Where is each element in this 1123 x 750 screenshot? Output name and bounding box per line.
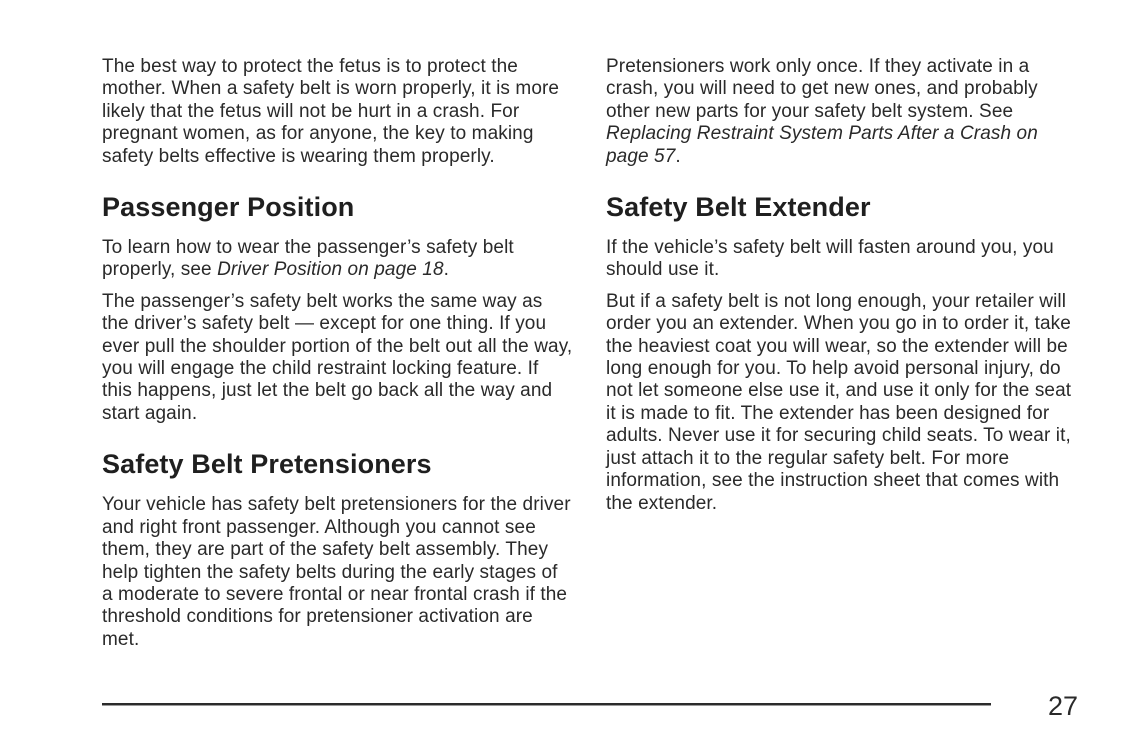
cross-reference: Replacing Restraint System Parts After a Crash on page 57 <box>606 123 1038 167</box>
text-run: The passenger’s safety belt works the same way as the driver’s safety belt — except for one thing. If you ever pull the shoulder portion of the belt out all the way, you will engage the child restraint locking feature. If this happens, just let the belt go back all the way and start again. <box>102 290 573 424</box>
text-run: If the vehicle’s safety belt will fasten around you, you should use it. <box>606 237 1054 281</box>
page-number: 27 <box>1048 691 1079 721</box>
text-run: But if a safety belt is not long enough, your retailer will order you an extender. When you go in to order it, take the heaviest coat you will wear, so the extender will be long enough for you. To help avoid personal injury, do not let someone else use it, and use it only for the seat it is made to fit. The extender has been designed for adults. Never use it for securing child seats. To wear it, just attach it to the regular safety belt. For more information, see the instruction sheet that comes with the extender. <box>606 290 1072 514</box>
paragraph <box>102 291 573 425</box>
cross-reference: Driver Position on page 18 <box>217 259 444 281</box>
paragraph <box>102 56 573 168</box>
paragraph <box>606 291 1077 515</box>
paragraph <box>102 237 573 282</box>
text-run: Your vehicle has safety belt pretensioners for the driver and right front passenger. Although you cannot see them, they are part of the safety belt assembly. They help tighten the safety belts during the early stages of a moderate to severe frontal or near frontal crash if the threshold conditions for pretensioner activation are met. <box>102 494 571 650</box>
section-heading: Passenger Position <box>102 192 355 223</box>
text-run: To learn how to wear the passenger’s safety belt properly, see <box>102 237 514 281</box>
paragraph <box>102 494 573 651</box>
footer-rule <box>102 703 991 706</box>
text-run: . <box>675 145 681 167</box>
right-column <box>606 56 1077 660</box>
text-run: The best way to protect the fetus is to protect the mother. When a safety belt is worn properly, it is more likely that the fetus will not be hurt in a crash. For pregnant women, as for anyone, the key to making safety belts effective is wearing them properly. <box>102 56 560 167</box>
paragraph <box>606 56 1077 168</box>
section-heading: Safety Belt Pretensioners <box>102 449 432 480</box>
section-heading: Safety Belt Extender <box>606 192 871 223</box>
paragraph <box>606 237 1077 282</box>
text-run: Pretensioners work only once. If they activate in a crash, you will need to get new ones, and probably other new parts for your safety belt system. See <box>606 56 1038 122</box>
text-run: . <box>443 259 450 281</box>
left-column <box>102 56 573 660</box>
